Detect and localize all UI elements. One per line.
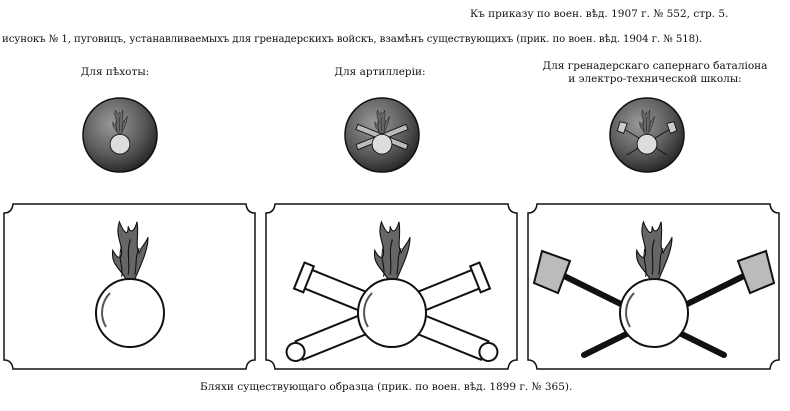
artillery-plate <box>265 203 518 370</box>
sapper-button <box>607 95 687 175</box>
footer-caption: Бляхи существующаго образца (прик. по воен. вѣд. 1899 г. № 365). <box>200 381 573 393</box>
infantry-plate <box>3 203 256 370</box>
artillery-button <box>342 95 422 175</box>
label-sappers <box>510 60 790 86</box>
label-sappers-line1: Для гренадерскаго сапернаго баталіона <box>542 60 768 72</box>
sapper-plate <box>527 203 780 370</box>
label-infantry: Для пѣхоты: <box>80 66 150 78</box>
figure-caption: исунокъ № 1, пуговицъ, устанавливаемыхъ для гренадерскихъ войскъ, взамѣнъ существующихъ (прик. по воен. вѣд. 1904 г. № 518). <box>2 34 703 45</box>
label-sappers-line2: и электро-технической школы: <box>568 73 742 85</box>
order-reference: Къ приказу по воен. вѣд. 1907 г. № 552, стр. 5. <box>470 8 729 20</box>
label-artillery: Для артиллеріи: <box>334 66 426 78</box>
infantry-button <box>80 95 160 175</box>
